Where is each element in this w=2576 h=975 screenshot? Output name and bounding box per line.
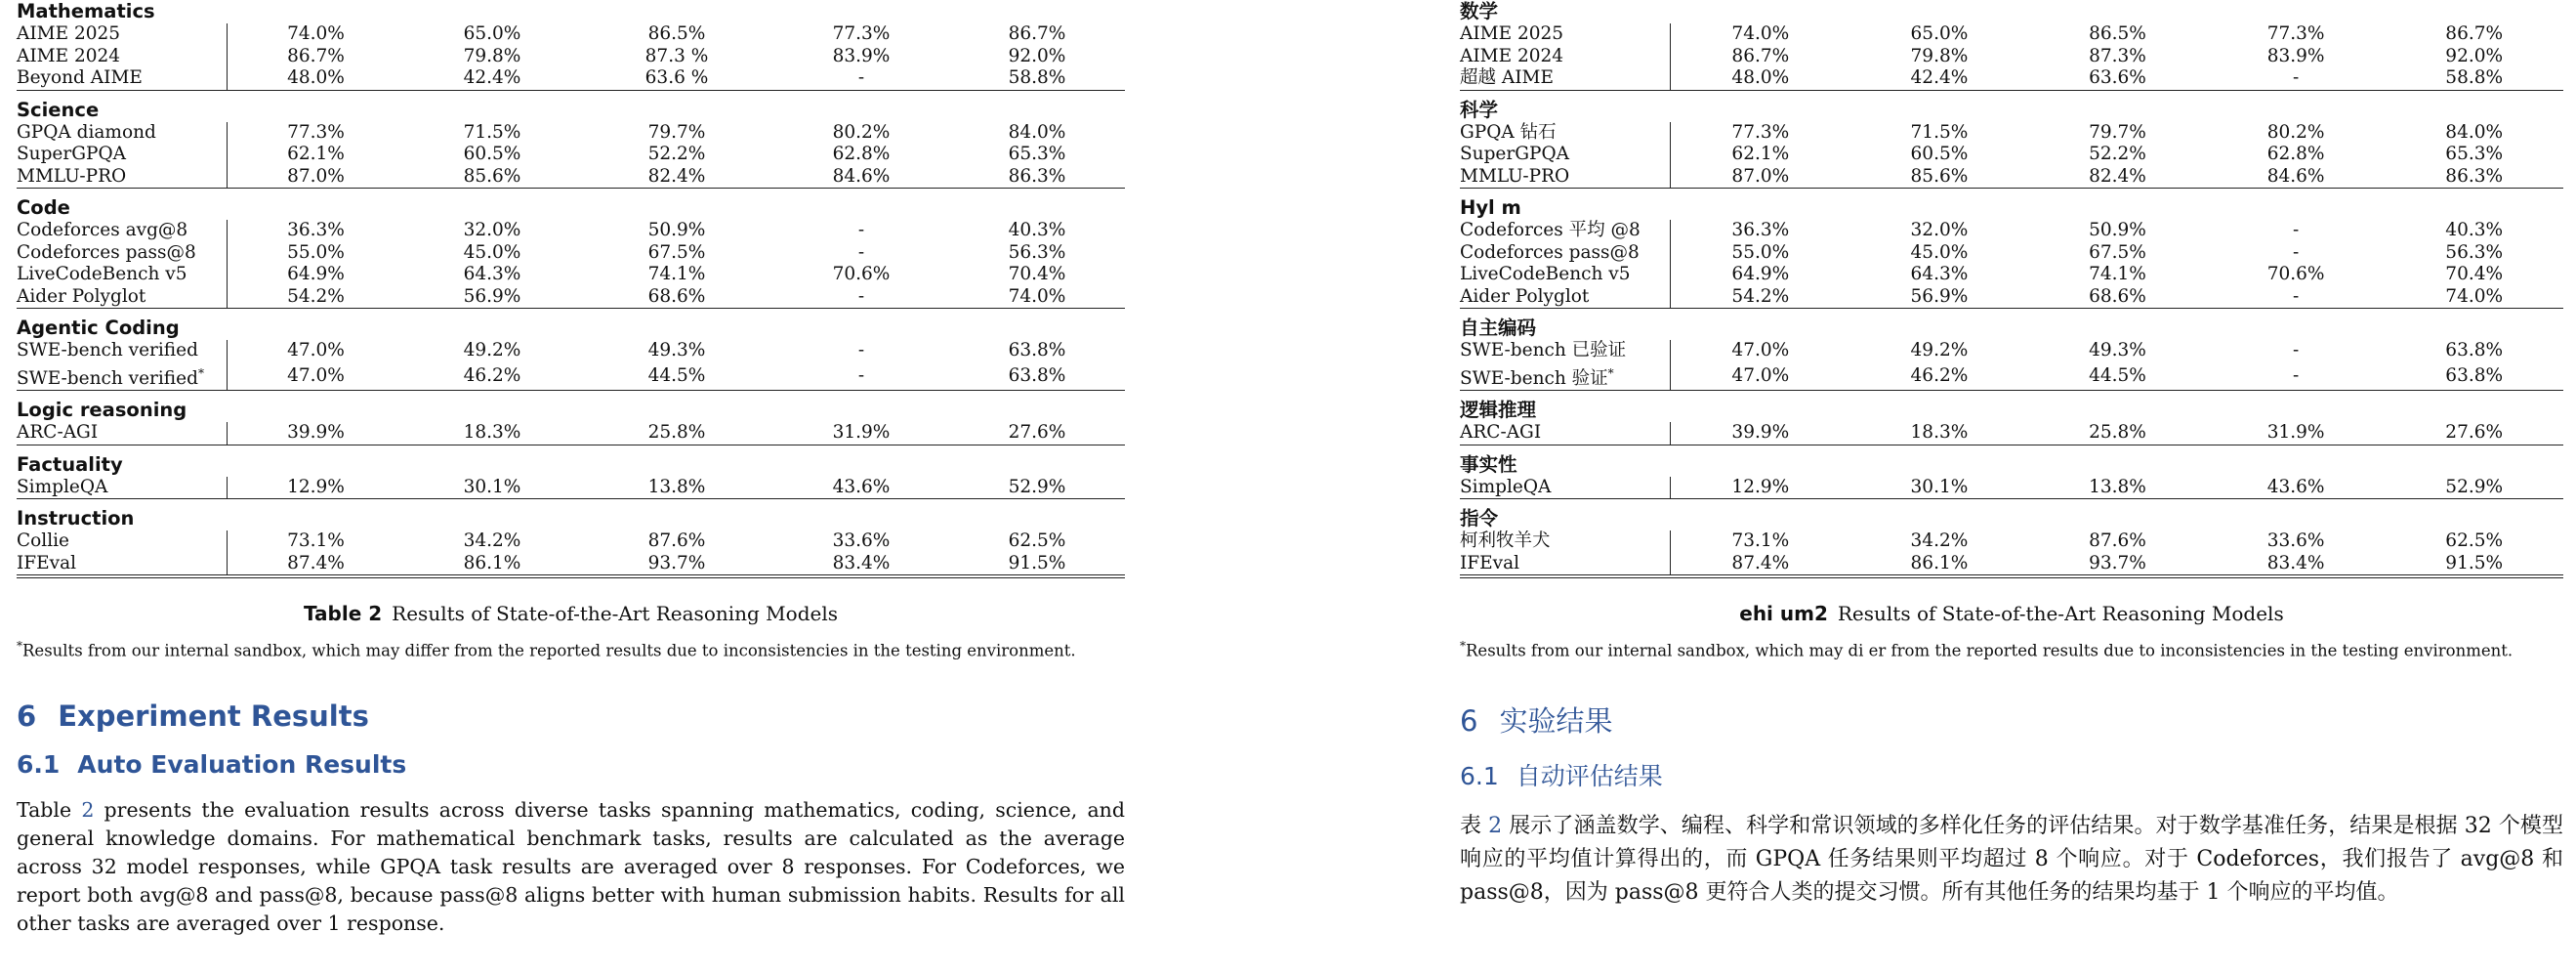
- score-cell: 93.7%: [580, 553, 773, 577]
- score-cell: 13.8%: [580, 477, 773, 499]
- score-cell: 54.2%: [1671, 286, 1850, 309]
- score-cell: -: [2207, 286, 2386, 309]
- benchmark-name: LiveCodeBench v5: [17, 264, 187, 284]
- score-cell: 79.8%: [1910, 45, 1969, 66]
- score-cell: 18.3%: [1850, 422, 2029, 445]
- table-row: [1460, 67, 2563, 90]
- score-cell: 56.3%: [1008, 241, 1066, 263]
- score-cell: 74.0%: [1671, 23, 1850, 46]
- score-cell: 87.0%: [228, 166, 405, 189]
- benchmark-name: SuperGPQA: [17, 144, 126, 164]
- score-cell: 55.0%: [1671, 242, 1850, 265]
- score-cell: 65.3%: [1008, 144, 1066, 164]
- section-heading: 6 Experiment Results: [17, 699, 369, 733]
- table-row: [17, 46, 1125, 68]
- table-row: [1460, 422, 2563, 445]
- score-cell: 74.0%: [949, 286, 1125, 309]
- score-cell: 25.8%: [580, 422, 773, 445]
- score-cell: 60.5%: [1910, 144, 1969, 164]
- score-cell: 47.0%: [1671, 340, 1850, 362]
- score-cell: 63.6%: [2028, 67, 2207, 90]
- table-row: [17, 286, 1125, 309]
- score-cell: 91.5%: [2385, 553, 2563, 577]
- score-cell: 92.0%: [2445, 45, 2504, 66]
- section-title: 自主编码: [1460, 317, 1537, 339]
- score-cell: 31.9%: [773, 422, 949, 445]
- score-cell: 64.3%: [1910, 264, 1969, 284]
- section-title: Code: [17, 196, 70, 219]
- table-row: [17, 23, 1125, 46]
- score-cell: 52.2%: [647, 144, 706, 164]
- benchmark-name: IFEval: [1460, 553, 1671, 577]
- score-cell: 93.7%: [2028, 553, 2207, 577]
- table-footnote: *Results from our internal sandbox, which may di er from the reported results due to inconsistencies in the testing environment.: [1460, 639, 2514, 660]
- score-cell: 83.9%: [832, 45, 891, 66]
- score-cell: 79.7%: [647, 121, 706, 143]
- section-header-row: [1460, 309, 2563, 341]
- score-cell: 67.5%: [2089, 241, 2146, 263]
- score-cell: 85.6%: [1850, 166, 2029, 189]
- score-cell: 86.7%: [1671, 46, 1850, 68]
- score-cell: 47.0%: [228, 362, 405, 391]
- score-cell: 70.6%: [2266, 264, 2325, 284]
- section-header-row: [17, 309, 1125, 341]
- benchmark-name: 超越 AIME: [1460, 67, 1671, 90]
- score-cell: 45.0%: [1910, 241, 1969, 263]
- score-cell: -: [773, 286, 949, 309]
- table-row: [1460, 220, 2563, 242]
- table-row: [17, 122, 1125, 145]
- score-cell: 44.5%: [2028, 362, 2207, 391]
- score-cell: 33.6%: [832, 530, 891, 552]
- score-cell: 56.9%: [1850, 286, 2029, 309]
- score-cell: 74.1%: [2089, 264, 2146, 284]
- results-table: [1460, 0, 2563, 578]
- table-caption: [1460, 602, 2563, 625]
- score-cell: 52.9%: [2385, 477, 2563, 499]
- score-cell: 86.7%: [228, 46, 405, 68]
- benchmark-name: AIME 2024: [17, 45, 121, 66]
- score-cell: 87.4%: [228, 553, 405, 577]
- section-title: 数学: [1460, 0, 1499, 22]
- section-header-row: [17, 189, 1125, 221]
- section-title: Agentic Coding: [17, 317, 180, 339]
- subsection-heading: 6.1 Auto Evaluation Results: [17, 749, 407, 779]
- table-row: [17, 553, 1125, 577]
- table-row: [17, 477, 1125, 499]
- section-header-row: [1460, 0, 2563, 23]
- score-cell: 87.3 %: [644, 45, 709, 66]
- score-cell: 30.1%: [1850, 477, 2029, 499]
- score-cell: 58.8%: [949, 67, 1125, 90]
- score-cell: 64.3%: [463, 264, 521, 284]
- score-cell: 56.3%: [2445, 241, 2504, 263]
- benchmark-name: Codeforces pass@8: [17, 241, 196, 263]
- section-header-row: [1460, 391, 2563, 423]
- benchmark-name: SimpleQA: [1460, 477, 1671, 499]
- score-cell: 49.2%: [463, 340, 521, 360]
- score-cell: 87.4%: [1671, 553, 1850, 577]
- caption-label: Table 2: [303, 602, 383, 626]
- score-cell: 56.9%: [404, 286, 580, 309]
- score-cell: 74.0%: [2385, 286, 2563, 309]
- score-cell: -: [773, 67, 949, 90]
- score-cell: 34.2%: [1910, 530, 1969, 552]
- score-cell: 80.2%: [2266, 121, 2325, 143]
- table-ref-link[interactable]: 2: [81, 797, 95, 822]
- score-cell: 87.3%: [2089, 45, 2146, 66]
- score-cell: 39.9%: [1671, 422, 1850, 445]
- table-row: [1460, 166, 2563, 189]
- table-row: [17, 530, 1125, 553]
- benchmark-name: AIME 2024: [1460, 45, 1564, 66]
- section-header-row: [1460, 445, 2563, 477]
- score-cell: 65.0%: [463, 23, 521, 44]
- benchmark-name: Codeforces pass@8: [1460, 241, 1640, 263]
- score-cell: 30.1%: [404, 477, 580, 499]
- table-caption: [17, 602, 1125, 625]
- score-cell: 13.8%: [2028, 477, 2207, 499]
- section-header-row: [1460, 499, 2563, 531]
- results-table: [17, 0, 1125, 578]
- score-cell: 62.1%: [228, 144, 405, 166]
- benchmark-name: Codeforces avg@8: [17, 220, 188, 240]
- score-cell: 87.0%: [1671, 166, 1850, 189]
- score-cell: 84.0%: [2445, 121, 2504, 143]
- benchmark-name: GPQA diamond: [17, 121, 156, 143]
- score-cell: 87.6%: [2089, 530, 2146, 552]
- score-cell: 77.3%: [1671, 122, 1850, 145]
- score-cell: 58.8%: [2385, 67, 2563, 90]
- benchmark-name: Aider Polyglot: [1460, 286, 1671, 309]
- score-cell: 25.8%: [2028, 422, 2207, 445]
- score-cell: 27.6%: [2385, 422, 2563, 445]
- score-cell: 83.4%: [2207, 553, 2386, 577]
- caption-text: Results of State-of-the-Art Reasoning Models: [392, 602, 839, 626]
- section-title: Factuality: [17, 452, 123, 476]
- score-cell: 42.4%: [1850, 67, 2029, 90]
- score-cell: 86.5%: [647, 23, 706, 44]
- score-cell: 50.9%: [2089, 220, 2146, 240]
- score-cell: 77.3%: [832, 23, 891, 44]
- score-cell: 64.9%: [1671, 264, 1850, 286]
- score-cell: 86.3%: [2385, 166, 2563, 189]
- score-cell: 62.8%: [2266, 144, 2325, 164]
- score-cell: 84.6%: [2207, 166, 2386, 189]
- score-cell: 54.2%: [228, 286, 405, 309]
- score-cell: -: [857, 220, 865, 240]
- benchmark-name: MMLU-PRO: [1460, 166, 1671, 189]
- score-cell: 63.6 %: [580, 67, 773, 90]
- table-row: [1460, 477, 2563, 499]
- score-cell: 52.2%: [2089, 144, 2146, 164]
- section-title: Hyl m: [1460, 196, 1521, 219]
- score-cell: 62.5%: [2445, 530, 2504, 552]
- table-row: [17, 362, 1125, 391]
- score-cell: 42.4%: [404, 67, 580, 90]
- table-row: [17, 242, 1125, 265]
- table-row: [1460, 530, 2563, 553]
- table-footnote: *Results from our internal sandbox, which may differ from the reported results due to inconsistencies in the testing environment.: [17, 639, 1076, 660]
- section-header-row: [17, 391, 1125, 423]
- table-row: [17, 144, 1125, 166]
- score-cell: 33.6%: [2266, 530, 2325, 552]
- score-cell: 71.5%: [1910, 121, 1969, 143]
- section-title: 逻辑推理: [1460, 399, 1537, 422]
- english-page: [17, 0, 1125, 938]
- score-cell: 80.2%: [832, 121, 891, 143]
- section-title: Science: [17, 98, 100, 121]
- benchmark-name: ARC-AGI: [1460, 422, 1671, 445]
- score-cell: -: [2207, 362, 2386, 391]
- score-cell: 68.6%: [580, 286, 773, 309]
- benchmark-name: ARC-AGI: [17, 422, 228, 445]
- score-cell: -: [857, 241, 865, 263]
- score-cell: 48.0%: [1671, 67, 1850, 90]
- score-cell: 52.9%: [949, 477, 1125, 499]
- score-cell: 86.5%: [2089, 23, 2146, 44]
- score-cell: 67.5%: [647, 241, 706, 263]
- score-cell: 82.4%: [580, 166, 773, 189]
- table-ref-link[interactable]: 2: [1488, 813, 1503, 838]
- score-cell: 32.0%: [463, 220, 521, 240]
- table-row: [1460, 340, 2563, 362]
- section-header-row: [17, 90, 1125, 122]
- score-cell: 65.0%: [1910, 23, 1969, 44]
- score-cell: 50.9%: [647, 220, 706, 240]
- score-cell: 12.9%: [1671, 477, 1850, 499]
- table-row: [1460, 122, 2563, 145]
- score-cell: 31.9%: [2207, 422, 2386, 445]
- score-cell: 92.0%: [1008, 45, 1066, 66]
- score-cell: 82.4%: [2028, 166, 2207, 189]
- benchmark-name: SWE-bench 已验证: [1460, 340, 1627, 360]
- table-row: [1460, 242, 2563, 265]
- score-cell: 40.3%: [2445, 220, 2504, 240]
- benchmark-name: AIME 2025: [17, 23, 121, 44]
- score-cell: 55.0%: [228, 242, 405, 265]
- score-cell: -: [857, 340, 865, 360]
- score-cell: 63.8%: [2445, 340, 2504, 360]
- section-heading: 6 实验结果: [1460, 703, 1613, 738]
- score-cell: 60.5%: [463, 144, 521, 164]
- benchmark-name: AIME 2025: [1460, 23, 1564, 44]
- score-cell: 68.6%: [2028, 286, 2207, 309]
- table-row: [17, 67, 1125, 90]
- table-row: [1460, 264, 2563, 286]
- section-title: Instruction: [17, 507, 135, 530]
- section-header-row: [17, 0, 1125, 23]
- score-cell: 36.3%: [1671, 220, 1850, 242]
- benchmark-name: SimpleQA: [17, 477, 228, 499]
- score-cell: -: [2292, 340, 2300, 360]
- subsection-heading: 6.1 自动评估结果: [1460, 761, 1663, 790]
- score-cell: 49.3%: [647, 340, 706, 360]
- benchmark-name: LiveCodeBench v5: [1460, 264, 1631, 284]
- score-cell: 39.9%: [228, 422, 405, 445]
- table-row: [17, 422, 1125, 445]
- benchmark-name: IFEval: [17, 553, 228, 577]
- score-cell: 36.3%: [228, 220, 405, 242]
- score-cell: 64.9%: [228, 264, 405, 286]
- score-cell: 84.6%: [773, 166, 949, 189]
- score-cell: -: [773, 362, 949, 391]
- score-cell: 73.1%: [1671, 530, 1850, 553]
- score-cell: 70.4%: [1008, 264, 1066, 284]
- score-cell: 74.0%: [228, 23, 405, 46]
- benchmark-name: MMLU-PRO: [17, 166, 228, 189]
- caption-label: ehi um2: [1739, 602, 1828, 626]
- section-title: Mathematics: [17, 0, 155, 22]
- score-cell: 73.1%: [228, 530, 405, 553]
- section-title: 科学: [1460, 98, 1499, 121]
- caption-text: Results of State-of-the-Art Reasoning Models: [1837, 602, 2284, 626]
- table-row: [17, 166, 1125, 189]
- body-paragraph: Table 2 presents the evaluation results across diverse tasks spanning mathematics, coding, science, and general knowledge domains. For mathematical benchmark tasks, results are calculated as the average across 32 model responses, while GPQA task results are averaged over 8 responses. For Codeforces, we report both avg@8 and pass@8, because pass@8 aligns better with human submission habits. Results for all other tasks are averaged over 1 response.: [17, 797, 1125, 935]
- score-cell: 47.0%: [228, 340, 405, 362]
- benchmark-name: Beyond AIME: [17, 67, 228, 90]
- score-cell: -: [2292, 241, 2300, 263]
- score-cell: 79.7%: [2089, 121, 2146, 143]
- score-cell: 83.4%: [773, 553, 949, 577]
- score-cell: 86.7%: [1008, 23, 1066, 44]
- score-cell: 47.0%: [1671, 362, 1850, 391]
- section-title: 指令: [1460, 507, 1499, 530]
- score-cell: 86.1%: [404, 553, 580, 577]
- score-cell: 70.4%: [2445, 264, 2504, 284]
- score-cell: 77.3%: [228, 122, 405, 145]
- table-row: [1460, 553, 2563, 577]
- score-cell: 85.6%: [404, 166, 580, 189]
- score-cell: 77.3%: [2266, 23, 2325, 44]
- table-row: [1460, 23, 2563, 46]
- score-cell: 65.3%: [2445, 144, 2504, 164]
- table-row: [1460, 362, 2563, 391]
- score-cell: -: [2292, 220, 2300, 240]
- section-header-row: [1460, 189, 2563, 221]
- score-cell: 48.0%: [228, 67, 405, 90]
- score-cell: 91.5%: [949, 553, 1125, 577]
- score-cell: 87.6%: [647, 530, 706, 552]
- benchmark-name: SWE-bench verified: [17, 340, 198, 360]
- benchmark-name: GPQA 钻石: [1460, 121, 1557, 143]
- score-cell: 45.0%: [463, 241, 521, 263]
- benchmark-name: Aider Polyglot: [17, 286, 228, 309]
- body-paragraph: 表 2 展示了涵盖数学、编程、科学和常识领域的多样化任务的评估结果。对于数学基准任务，结果是根据 32 个模型响应的平均值计算得出的，而 GPQA 任务结果则平均超过 8 个响应。对于 Codeforces，我们报告了 avg@8 和 pass@8，因为 pass@8 更符合人类的提交习惯。所有其他任务的结果均基于 1 个响应的平均值。: [1460, 813, 2563, 905]
- score-cell: 62.8%: [832, 144, 891, 164]
- score-cell: 84.0%: [1008, 121, 1066, 143]
- score-cell: 70.6%: [832, 264, 891, 284]
- score-cell: 86.3%: [949, 166, 1125, 189]
- score-cell: 27.6%: [949, 422, 1125, 445]
- score-cell: 63.8%: [1008, 340, 1066, 360]
- score-cell: 46.2%: [404, 362, 580, 391]
- score-cell: 79.8%: [463, 45, 521, 66]
- score-cell: 74.1%: [647, 264, 706, 284]
- table-row: [1460, 144, 2563, 166]
- table-row: [17, 340, 1125, 362]
- score-cell: 32.0%: [1910, 220, 1969, 240]
- benchmark-name: SuperGPQA: [1460, 144, 1569, 164]
- score-cell: 62.5%: [1008, 530, 1066, 552]
- score-cell: 63.8%: [949, 362, 1125, 391]
- score-cell: -: [2207, 67, 2386, 90]
- score-cell: 63.8%: [2385, 362, 2563, 391]
- score-cell: 62.1%: [1671, 144, 1850, 166]
- score-cell: 86.1%: [1850, 553, 2029, 577]
- score-cell: 40.3%: [1008, 220, 1066, 240]
- section-header-row: [17, 499, 1125, 531]
- score-cell: 34.2%: [463, 530, 521, 552]
- score-cell: 43.6%: [2207, 477, 2386, 499]
- section-header-row: [17, 445, 1125, 477]
- translated-page: [1460, 0, 2563, 910]
- benchmark-name: Collie: [17, 530, 69, 552]
- benchmark-name: 柯利牧羊犬: [1460, 530, 1551, 552]
- score-cell: 12.9%: [228, 477, 405, 499]
- table-row: [17, 220, 1125, 242]
- section-title: Logic reasoning: [17, 399, 187, 422]
- score-cell: 83.9%: [2266, 45, 2325, 66]
- score-cell: 49.3%: [2089, 340, 2146, 360]
- score-cell: 71.5%: [463, 121, 521, 143]
- score-cell: 49.2%: [1910, 340, 1969, 360]
- benchmark-name: SWE-bench verified*: [17, 362, 228, 391]
- score-cell: 86.7%: [2445, 23, 2504, 44]
- table-row: [17, 264, 1125, 286]
- table-row: [1460, 46, 2563, 68]
- score-cell: 43.6%: [773, 477, 949, 499]
- section-title: 事实性: [1460, 452, 1517, 476]
- score-cell: 18.3%: [404, 422, 580, 445]
- score-cell: 46.2%: [1850, 362, 2029, 391]
- score-cell: 44.5%: [580, 362, 773, 391]
- section-header-row: [1460, 90, 2563, 122]
- table-row: [1460, 286, 2563, 309]
- benchmark-name: Codeforces 平均 @8: [1460, 220, 1641, 240]
- benchmark-name: SWE-bench 验证*: [1460, 362, 1671, 391]
